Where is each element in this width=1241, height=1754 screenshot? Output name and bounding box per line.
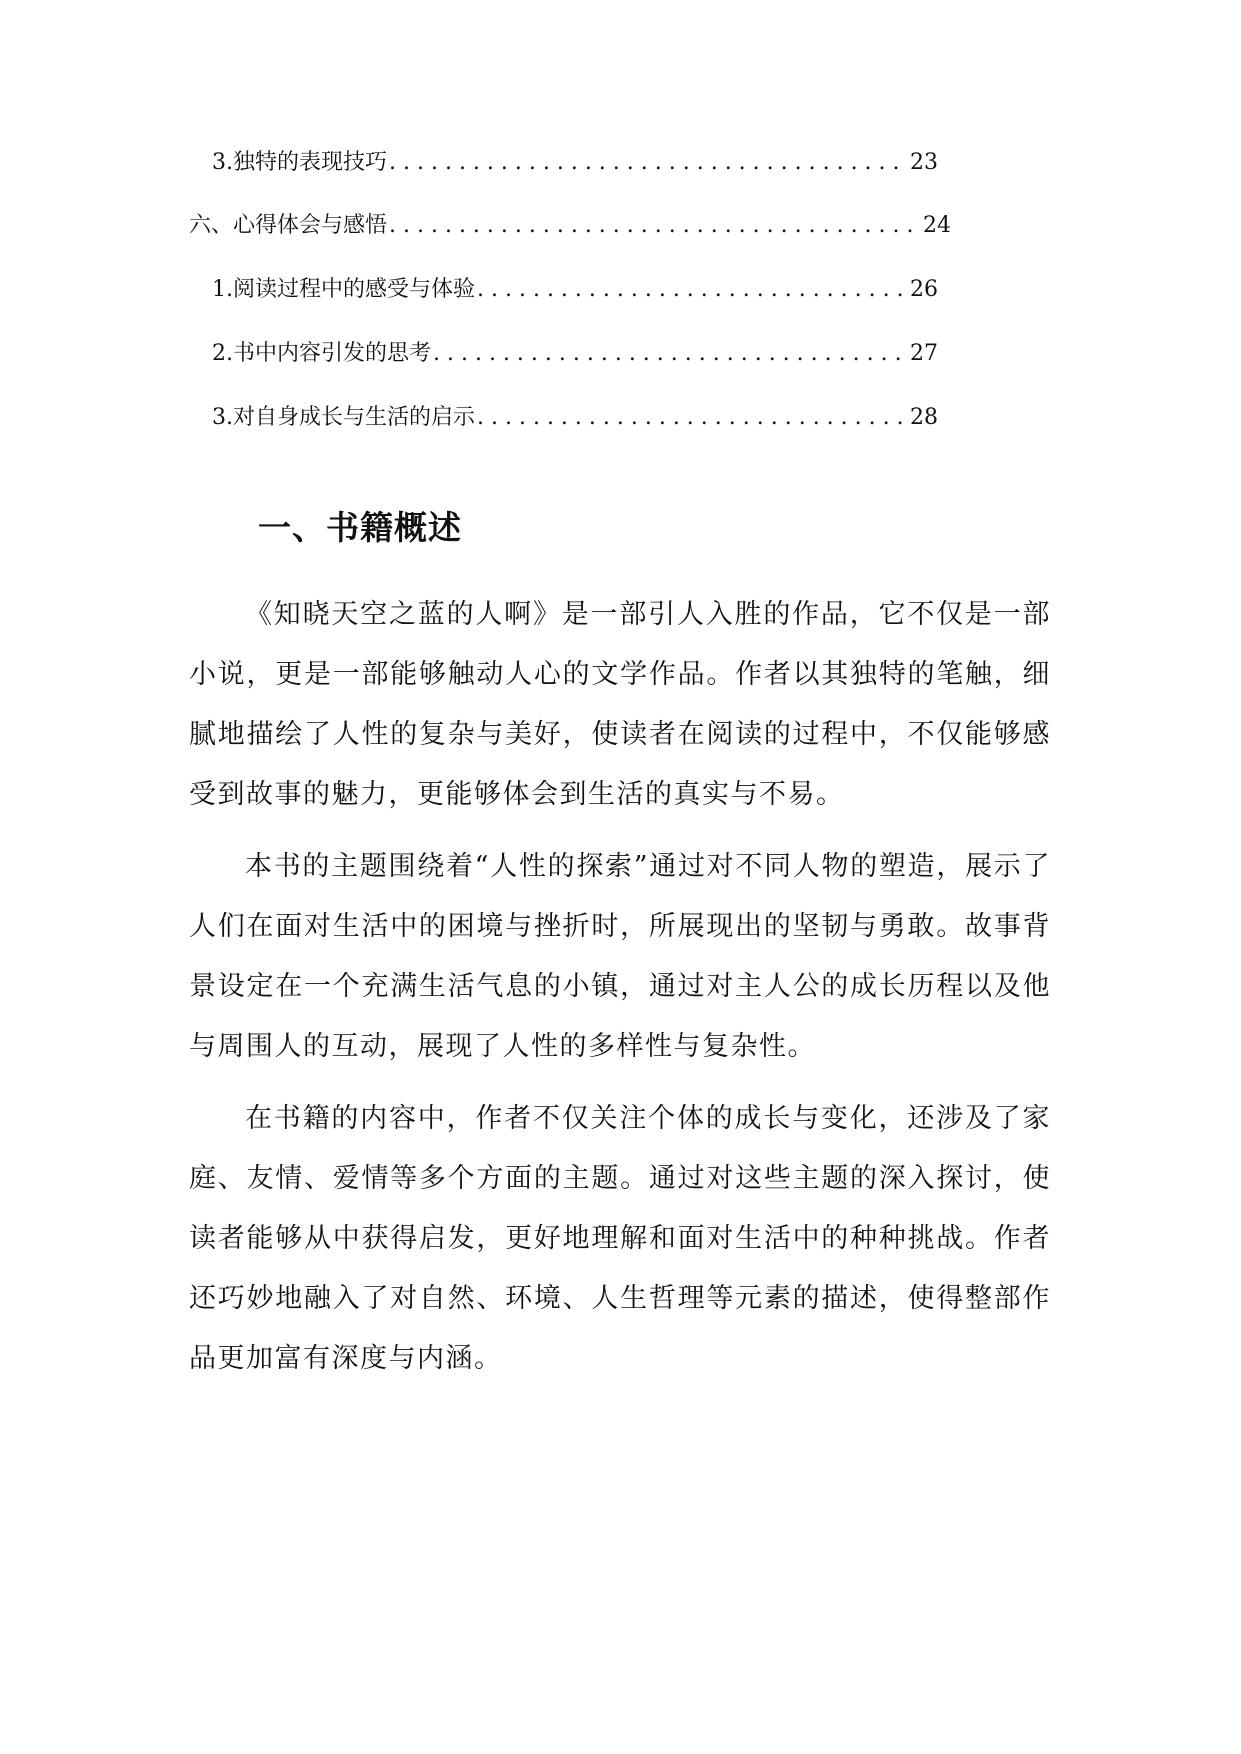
toc-leader-dots xyxy=(433,341,908,366)
toc-entry[interactable] xyxy=(212,400,938,431)
body-paragraph: 在书籍的内容中，作者不仅关注个体的成长与变化，还涉及了家庭、友情、爱情等多个方面的主题。通过对这些主题的深入探讨，使读者能够从中获得启发，更好地理解和面对生活中的种种挑战。作者还巧妙地融入了对自然、环境、人生哲理等元素的描述，使得整部作品更加富有深度与内涵。 xyxy=(189,1103,1051,1374)
toc-entry-title: 阅读过程中的感受与体验 xyxy=(233,277,476,302)
toc-entry[interactable] xyxy=(212,145,938,176)
toc-leader-dots xyxy=(477,405,908,430)
toc-entry-page: 26 xyxy=(910,277,938,302)
toc-entry-title: 独特的表现技巧 xyxy=(233,150,388,175)
toc-entry[interactable] xyxy=(212,272,938,303)
toc-entry-page: 24 xyxy=(923,213,951,238)
toc-leader-dots xyxy=(389,150,908,175)
toc-entry[interactable] xyxy=(212,336,938,367)
toc-entry-number: 3. xyxy=(212,150,233,175)
section-body xyxy=(189,585,1051,1401)
toc-entry-title: 书中内容引发的思考 xyxy=(233,341,432,366)
toc-leader-dots xyxy=(389,213,921,238)
toc-entry-page: 23 xyxy=(910,150,938,175)
body-paragraph: 《知晓天空之蓝的人啊》是一部引人入胜的作品，它不仅是一部小说，更是一部能够触动人心的文学作品。作者以其独特的笔触，细腻地描绘了人性的复杂与美好，使读者在阅读的过程中，不仅能够感受到故事的魅力，更能够体会到生活的真实与不易。 xyxy=(189,599,1051,810)
section-heading: 一、书籍概述 xyxy=(258,508,462,547)
toc-entry-title: 六、心得体会与感悟 xyxy=(189,213,388,238)
toc-entry-number: 3. xyxy=(212,405,233,430)
toc-entry[interactable] xyxy=(189,208,951,239)
toc-entry-number: 1. xyxy=(212,277,233,302)
toc-entry-page: 28 xyxy=(910,405,938,430)
toc-entry-page: 27 xyxy=(910,341,938,366)
body-paragraph: 本书的主题围绕着“人性的探索”通过对不同人物的塑造，展示了人们在面对生活中的困境与挫折时，所展现出的坚韧与勇敢。故事背景设定在一个充满生活气息的小镇，通过对主人公的成长历程以及他与周围人的互动，展现了人性的多样性与复杂性。 xyxy=(189,851,1051,1062)
toc-entry-title: 对自身成长与生活的启示 xyxy=(233,405,476,430)
toc-entry-number: 2. xyxy=(212,341,233,366)
toc-leader-dots xyxy=(477,277,908,302)
